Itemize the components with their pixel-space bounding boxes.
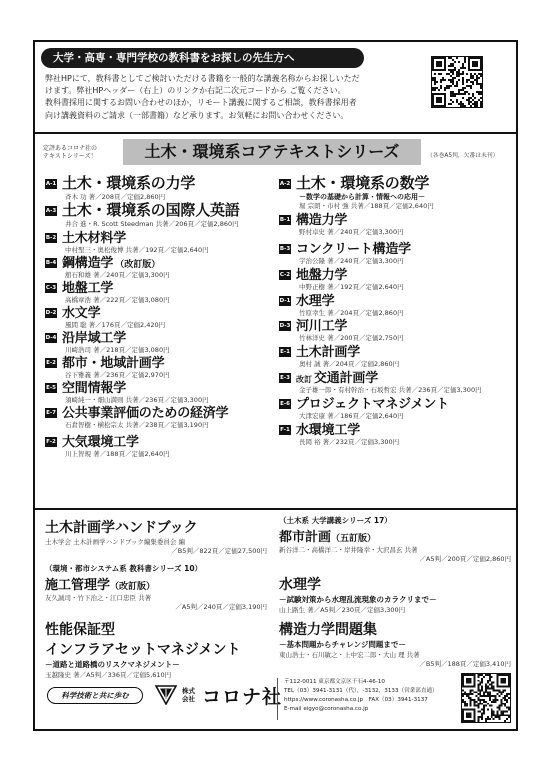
book-title: 地盤工学 bbox=[62, 281, 114, 296]
book-entry[interactable] bbox=[279, 341, 399, 368]
book-meta: ／B5判／188頁／定価3,410円 bbox=[419, 660, 511, 668]
book-title: 土木計画学 bbox=[296, 345, 361, 360]
book-title: 水文学 bbox=[62, 306, 101, 321]
book-meta: 土木学会 土木計画学ハンドブック編集委員会 編 bbox=[45, 538, 185, 546]
book-meta: 野村卓史 著／240頁／定価3,300円 bbox=[299, 228, 404, 236]
book-meta: 金子雄一郎・有村幹治・石坂哲宏 共著／236頁／定価3,300円 bbox=[299, 386, 482, 394]
notice-line: 向け講義資料のご請求（一部書籍）など承ります。お気軽にお問い合わせください。 bbox=[45, 110, 349, 120]
book-meta: 川上智規 著／188頁／定価2,640円 bbox=[65, 450, 170, 458]
book-entry[interactable] bbox=[45, 377, 209, 404]
book-entry[interactable] bbox=[279, 419, 399, 446]
book-meta: 奥村 誠 著／204頁／定価2,860円 bbox=[299, 360, 400, 368]
volume-badge: F-1 bbox=[280, 427, 290, 433]
company-type: 株式会社 bbox=[182, 687, 195, 703]
book-entry[interactable] bbox=[45, 352, 170, 379]
book-title: インフラアセットマネジメント bbox=[45, 642, 241, 658]
book-entry[interactable] bbox=[45, 227, 209, 254]
publisher-name: コロナ社 bbox=[202, 686, 283, 708]
qr-code-icon[interactable] bbox=[461, 673, 511, 723]
series-note-line: テキストシリーズ！ bbox=[43, 153, 97, 160]
book-entry[interactable] bbox=[279, 393, 449, 420]
book-title: 施工管理学 bbox=[45, 578, 111, 593]
book-meta: 谷下雅義 著／236頁／定価2,970円 bbox=[65, 371, 170, 379]
book-meta: 石倉智樹・横松宗太 共著／238頁／定価3,190円 bbox=[65, 421, 209, 429]
book-entry[interactable] bbox=[279, 619, 511, 668]
volume-badge: E-5 bbox=[46, 385, 56, 391]
book-meta: 中野正樹 著／192頁／定価2,640円 bbox=[299, 283, 404, 291]
book-entry[interactable] bbox=[45, 431, 170, 458]
volume-badge: E-2 bbox=[46, 360, 56, 366]
book-entry[interactable] bbox=[279, 264, 404, 291]
book-meta: ／A5判／240頁／定価3,190円 bbox=[175, 603, 267, 611]
volume-badge: E-1 bbox=[280, 349, 290, 355]
book-title: 水環境工学 bbox=[296, 423, 361, 438]
book-entry[interactable] bbox=[45, 252, 170, 279]
book-title: 都市計画 bbox=[279, 530, 332, 545]
book-subtitle: －数学の基礎から計算・情報への応用－ bbox=[299, 193, 425, 201]
book-meta: 堀 宗朗・市村 強 共著／188頁／定価2,640円 bbox=[299, 202, 434, 210]
volume-badge: A-1 bbox=[45, 181, 57, 187]
book-meta: ／A5判／200頁／定価2,860円 bbox=[419, 555, 511, 563]
series-note-line: 定評あるコロナ社の bbox=[43, 145, 98, 152]
book-meta: 竹原幸生 著／204頁／定価2,860円 bbox=[299, 309, 404, 317]
book-entry[interactable] bbox=[45, 172, 195, 201]
volume-badge: A-2 bbox=[279, 181, 291, 187]
book-meta: 山上路生 著／A5判／230頁／定価3,300円 bbox=[279, 606, 406, 614]
book-title-row bbox=[279, 526, 511, 545]
contact-phone: TEL（03）3941-3131（代），-3132，3133（営業部直通） bbox=[284, 688, 438, 694]
volume-badge: C-2 bbox=[279, 272, 291, 278]
book-title: 鋼構造学 bbox=[62, 256, 114, 271]
divider bbox=[35, 132, 516, 134]
revision-label: （改訂版） bbox=[110, 582, 156, 592]
book-meta: 斉木 功 著／208頁／定価2,860円 bbox=[65, 193, 166, 201]
book-meta: 須崎純一・畑山満則 共著／236頁／定価3,300円 bbox=[65, 396, 209, 404]
book-entry[interactable] bbox=[45, 302, 165, 329]
revision-label: （改訂版） bbox=[115, 260, 161, 270]
book-meta: 舘石和雄 著／240頁／定価3,300円 bbox=[65, 271, 170, 279]
volume-badge: E-6 bbox=[280, 401, 290, 407]
divider bbox=[277, 678, 278, 720]
corona-logo-icon bbox=[155, 683, 177, 705]
book-title: コンクリート構造学 bbox=[296, 242, 411, 257]
notice-line: 弊社HPにて，教科書としてご検討いただける書籍を一般的な講義名称からお探しいただ bbox=[45, 74, 360, 83]
book-entry[interactable] bbox=[45, 277, 170, 304]
book-title: 構造力学問題集 bbox=[279, 622, 377, 638]
series-label: （環境・都市システム系 教科書シリーズ 10） bbox=[45, 564, 203, 573]
volume-badge: B-4 bbox=[45, 260, 57, 266]
book-meta: 友久誠司・竹下治之・江口忠臣 共著 bbox=[45, 594, 152, 602]
book-meta: 大津宏康 著／186頁／定価2,640円 bbox=[299, 412, 404, 420]
book-entry[interactable] bbox=[279, 209, 404, 236]
revision-label: （五訂版） bbox=[331, 534, 377, 544]
book-title: 土木・環境系の力学 bbox=[62, 174, 196, 192]
banner-title: 大学・高専・専門学校の教科書をお探しの先生方へ bbox=[41, 48, 364, 68]
book-title: 土木材料学 bbox=[62, 231, 127, 246]
book-meta: 新谷洋二・高橋洋二・岸井隆幸・大沢昌玄 共著 bbox=[279, 546, 418, 554]
volume-badge: D-2 bbox=[45, 310, 57, 316]
book-entry[interactable] bbox=[279, 172, 434, 210]
book-title: プロジェクトマネジメント bbox=[296, 397, 449, 412]
volume-badge: D-1 bbox=[279, 298, 291, 304]
contact-info bbox=[284, 678, 438, 714]
book-meta: 竹林洋史 著／200頁／定価2,750円 bbox=[299, 334, 404, 342]
book-meta: 宇治公隆 著／240頁／定価3,300円 bbox=[299, 257, 404, 265]
book-title: 性能保証型 bbox=[45, 622, 115, 638]
contact-email[interactable]: E-mail eigyo@coronasha.co.jp bbox=[284, 706, 369, 712]
book-subtitle: －試験対策から水理乱流現象のカラクリまで－ bbox=[279, 595, 437, 604]
book-title: 交通計画学 bbox=[314, 371, 379, 386]
volume-badge: E-7 bbox=[46, 410, 56, 416]
book-title: 都市・地域計画学 bbox=[62, 356, 165, 371]
series-sub: （各巻A5判，欠番は未刊） bbox=[427, 153, 499, 159]
book-subtitle: －道路と道路橋のリスクマネジメント－ bbox=[45, 660, 180, 669]
volume-badge: D-3 bbox=[279, 323, 291, 329]
book-title-row bbox=[45, 574, 267, 593]
notice-text bbox=[45, 73, 425, 122]
book-entry[interactable] bbox=[45, 517, 267, 555]
book-title: 公共事業評価のための経済学 bbox=[62, 406, 229, 421]
series-label: （土木系 大学講義シリーズ 17） bbox=[279, 516, 392, 525]
slogan-badge: 科学技術と共に歩む bbox=[47, 687, 143, 704]
book-entry[interactable] bbox=[279, 238, 411, 265]
book-title: 土木計画学ハンドブック bbox=[45, 520, 198, 536]
volume-badge: E-3 bbox=[280, 375, 290, 381]
book-meta: 長岡 裕 著／232頁／定価3,300円 bbox=[299, 438, 400, 446]
book-title: 地盤力学 bbox=[296, 268, 348, 283]
volume-badge: B-3 bbox=[279, 246, 291, 252]
book-entry[interactable] bbox=[45, 327, 170, 354]
series-note bbox=[43, 145, 123, 161]
notice-line: 教科書採用に関するお問い合わせのほか，リモート講義に関するご相談，教科書採用者 bbox=[45, 98, 357, 108]
book-entry[interactable] bbox=[45, 402, 228, 429]
book-title: 構造力学 bbox=[296, 213, 348, 228]
book-title: 大気環境工学 bbox=[62, 435, 139, 450]
book-entry[interactable] bbox=[279, 574, 511, 614]
book-title: 水理学 bbox=[279, 577, 321, 593]
book-title: 沿岸域工学 bbox=[62, 331, 127, 346]
book-entry[interactable] bbox=[279, 290, 404, 317]
book-entry[interactable] bbox=[45, 563, 267, 611]
book-meta: 高橋章浩 著／222頁／定価3,080円 bbox=[65, 296, 170, 304]
book-entry[interactable] bbox=[45, 619, 275, 679]
revision-label: 改訂 bbox=[296, 375, 312, 384]
book-meta: 井合 進・R. Scott Steedman 共著／206頁／定価2,860円 bbox=[65, 220, 239, 228]
book-title: 河川工学 bbox=[296, 319, 348, 334]
book-entry[interactable] bbox=[279, 315, 404, 342]
series-title: 土木・環境系コアテキストシリーズ bbox=[123, 139, 421, 165]
book-entry[interactable] bbox=[279, 367, 482, 394]
volume-badge: D-4 bbox=[45, 335, 57, 341]
flyer-frame bbox=[33, 40, 518, 731]
book-meta: 中村聖三・奥松俊博 共著／192頁／定価2,640円 bbox=[65, 246, 209, 254]
volume-badge: C-3 bbox=[45, 285, 57, 291]
volume-badge: F-2 bbox=[46, 439, 56, 445]
book-meta: 東山浩士・石川敏之・上中宏二郎・大山 理 共著 bbox=[279, 651, 420, 659]
book-meta: 玉越隆史 著／A5判／336頁／定価5,610円 bbox=[45, 671, 172, 679]
book-entry[interactable] bbox=[279, 515, 511, 563]
volume-badge: B-2 bbox=[45, 235, 57, 241]
qr-code-icon[interactable] bbox=[431, 56, 483, 108]
contact-web[interactable]: https://www.coronasha.co.jp FAX（03）3941-3137 bbox=[284, 697, 428, 703]
book-title: 空間情報学 bbox=[62, 381, 127, 396]
contact-address: 〒112-0011 東京都文京区千石4-46-10 bbox=[284, 679, 385, 685]
book-title: 土木・環境系の国際人英語 bbox=[62, 201, 240, 219]
book-meta: 風間 聡 著／176頁／定価2,420円 bbox=[65, 321, 166, 329]
book-subtitle: －基本問題からチャレンジ問題まで－ bbox=[279, 640, 406, 649]
volume-badge: B-1 bbox=[279, 217, 291, 223]
divider bbox=[35, 508, 516, 510]
notice-line: けます。弊社HPヘッダー（右上）のリンクか右記二次元コードから ご覧ください。 bbox=[45, 86, 346, 96]
book-entry[interactable] bbox=[45, 199, 240, 228]
volume-badge: A-3 bbox=[45, 208, 57, 214]
book-meta: 川崎浩司 著／218頁／定価3,080円 bbox=[65, 346, 170, 354]
book-meta: ／B5判／822頁／定価27,500円 bbox=[171, 547, 267, 555]
book-title: 土木・環境系の数学 bbox=[296, 174, 430, 192]
book-title: 水理学 bbox=[296, 294, 335, 309]
